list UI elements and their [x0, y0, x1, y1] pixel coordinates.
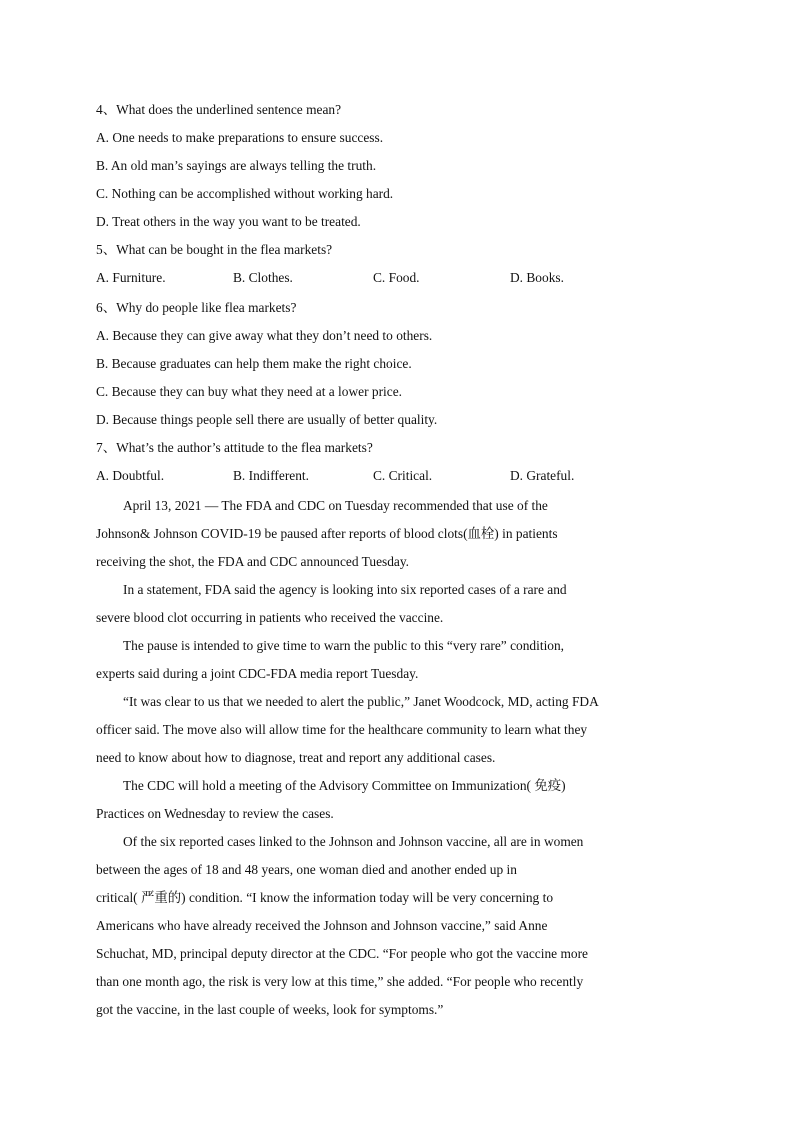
question-6-stem: 6、Why do people like flea markets?	[96, 300, 297, 315]
paragraph-line: between the ages of 18 and 48 years, one woman died and another ended up in	[96, 862, 517, 877]
question-5-option-b: B. Clothes.	[233, 270, 293, 285]
paragraph-line: Practices on Wednesday to review the cases.	[96, 806, 334, 821]
question-6-option-d: D. Because things people sell there are usually of better quality.	[96, 412, 438, 427]
article-paragraph-4	[96, 688, 696, 772]
paragraph-line: Americans who have already received the Johnson and Johnson vaccine,” said Anne	[96, 918, 548, 933]
paragraph-line: officer said. The move also will allow time for the healthcare community to learn what they	[96, 722, 588, 737]
paragraph-line: severe blood clot occurring in patients who received the vaccine.	[96, 610, 444, 625]
question-7-option-c: C. Critical.	[373, 468, 433, 483]
article-paragraph-3	[96, 632, 696, 688]
question-4-option-b: B. An old man’s sayings are always telling the truth.	[96, 158, 377, 173]
paragraph-line: receiving the shot, the FDA and CDC announced Tuesday.	[96, 554, 410, 569]
paragraph-line: critical( 严重的) condition. “I know the information today will be very concerning to	[96, 890, 554, 905]
question-5-option-c: C. Food.	[373, 270, 420, 285]
paragraph-line: In a statement, FDA said the agency is looking into six reported cases of a rare and	[123, 582, 567, 597]
paragraph-line: experts said during a joint CDC-FDA media report Tuesday.	[96, 666, 419, 681]
question-5-option-a: A. Furniture.	[96, 270, 166, 285]
question-7-option-b: B. Indifferent.	[233, 468, 309, 483]
question-5-option-d: D. Books.	[510, 270, 564, 285]
paragraph-line: need to know about how to diagnose, treat and report any additional cases.	[96, 750, 496, 765]
paragraph-line: The CDC will hold a meeting of the Advisory Committee on Immunization( 免疫)	[123, 778, 566, 793]
question-4-option-a: A. One needs to make preparations to ensure success.	[96, 130, 384, 145]
question-6-option-b: B. Because graduates can help them make the right choice.	[96, 356, 412, 371]
question-5-options	[96, 264, 696, 294]
question-7-option-d: D. Grateful.	[510, 468, 575, 483]
question-4-option-c: C. Nothing can be accomplished without working hard.	[96, 186, 394, 201]
article-paragraph-1	[96, 492, 696, 576]
question-7-option-a: A. Doubtful.	[96, 468, 165, 483]
question-6-option-a: A. Because they can give away what they don’t need to others.	[96, 328, 433, 343]
paragraph-line: Schuchat, MD, principal deputy director at the CDC. “For people who got the vaccine more	[96, 946, 588, 961]
question-4-stem: 4、What does the underlined sentence mean?	[96, 102, 342, 117]
paragraph-line: than one month ago, the risk is very low at this time,” she added. “For people who recently	[96, 974, 584, 989]
paragraph-line: April 13, 2021 — The FDA and CDC on Tuesday recommended that use of the	[123, 498, 548, 513]
question-6-option-c: C. Because they can buy what they need at a lower price.	[96, 384, 403, 399]
paragraph-line: got the vaccine, in the last couple of weeks, look for symptoms.”	[96, 1002, 444, 1017]
paragraph-line: Of the six reported cases linked to the Johnson and Johnson vaccine, all are in women	[123, 834, 584, 849]
article-paragraph-5	[96, 772, 696, 828]
article-paragraph-2	[96, 576, 696, 632]
question-7-stem: 7、What’s the author’s attitude to the flea markets?	[96, 440, 373, 455]
article-paragraph-6	[96, 828, 696, 1024]
document-page	[96, 96, 696, 1024]
paragraph-line: “It was clear to us that we needed to alert the public,” Janet Woodcock, MD, acting FDA	[123, 694, 599, 709]
question-4-option-d: D. Treat others in the way you want to be treated.	[96, 214, 361, 229]
question-7-options	[96, 462, 696, 492]
question-5-stem: 5、What can be bought in the flea markets?	[96, 242, 333, 257]
paragraph-line: The pause is intended to give time to warn the public to this “very rare” condition,	[123, 638, 565, 653]
paragraph-line: Johnson& Johnson COVID-19 be paused after reports of blood clots(血栓) in patients	[96, 526, 558, 541]
